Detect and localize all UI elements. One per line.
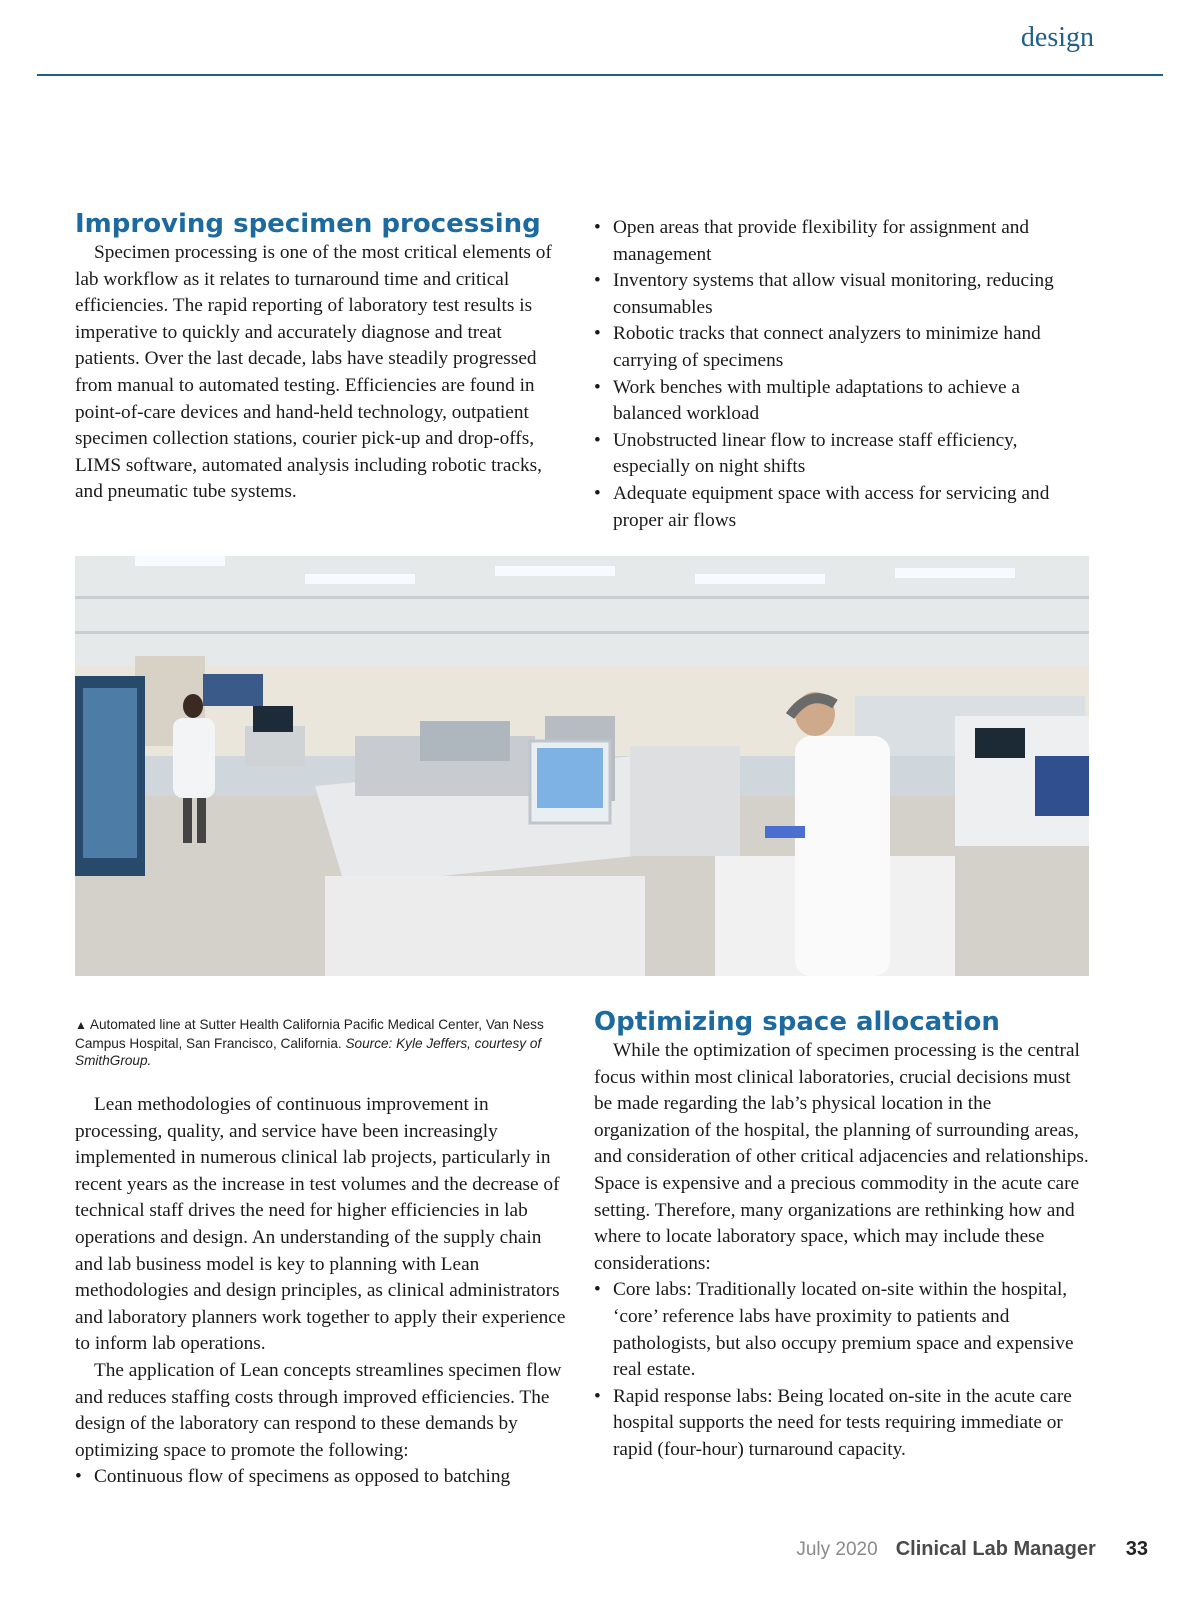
heading-optimizing-space-allocation: Optimizing space allocation <box>594 1007 1000 1037</box>
paragraph-space-allocation: While the optimization of specimen processing is the central focus within most clinical laboratories, crucial decisions must be made regarding the lab’s physical location in the organization of the hospital, the planning of surrounding areas, and consideration of other critical adjacencies and relationships. Space is expensive and a precious commodity in the acute care setting. Therefore, many organizations are rethinking how and where to locate laboratory space, which may include these considerations: <box>594 1040 1089 1274</box>
list-item: • Rapid response labs: Being located on-site in the acute care hospital supports the need for tests requiring immediate or rapid (four-hour) turnaround capacity. <box>594 1384 1090 1464</box>
list-item: • Unobstructed linear flow to increase staff efficiency, especially on night shifts <box>594 428 1090 481</box>
photo-caption <box>75 1016 565 1070</box>
list-item: • Work benches with multiple adaptations to achieve a balanced workload <box>594 375 1090 428</box>
list-item: • Inventory systems that allow visual monitoring, reducing consumables <box>594 268 1090 321</box>
caption-text: Automated line at Sutter Health California Pacific Medical Center, Van Ness Campus Hospital, San Francisco, California. <box>75 1017 544 1051</box>
right-column-top <box>594 215 1090 534</box>
caption-source: Source: Kyle Jeffers, courtesy of SmithGroup. <box>75 1035 542 1069</box>
page-number: 33 <box>1125 1538 1148 1560</box>
lean-promote-list <box>75 1464 571 1491</box>
automated-lab-line-photo <box>75 556 1089 976</box>
header-rule <box>37 74 1163 76</box>
list-item: • Robotic tracks that connect analyzers to minimize hand carrying of specimens <box>594 321 1090 374</box>
lean-benefits-list <box>594 215 1090 534</box>
issue-date: July 2020 <box>796 1539 878 1560</box>
section-label: design <box>1020 22 1094 53</box>
lab-photo-illustration <box>75 556 1089 976</box>
list-item: • Core labs: Traditionally located on-site within the hospital, ‘core’ reference labs have proximity to patients and pathologists, but also occupy premium space and expensive real estate. <box>594 1277 1090 1383</box>
right-column-bottom <box>594 1006 1090 1464</box>
left-column-top <box>75 208 571 506</box>
space-considerations-list <box>594 1277 1090 1463</box>
caret-up-icon: ▲ <box>75 1018 87 1032</box>
left-column-bottom <box>75 1092 571 1491</box>
list-item: • Open areas that provide flexibility for assignment and management <box>594 215 1090 268</box>
paragraph-specimen-processing: Specimen processing is one of the most critical elements of lab workflow as it relates to turnaround time and critical efficiencies. The rapid reporting of laboratory test results is imperative to quickly and accurately diagnose and treat patients. Over the last decade, labs have steadily progressed from manual to automated testing. Efficiencies are found in point-of-care devices and hand-held technology, outpatient specimen collection stations, courier pick-up and drop-offs, LIMS software, automated analysis including robotic tracks, and pneumatic tube systems. <box>75 242 552 503</box>
heading-improving-specimen-processing: Improving specimen processing <box>75 209 541 239</box>
list-item: • Adequate equipment space with access for servicing and proper air flows <box>594 481 1090 534</box>
paragraph-lean-methodologies: Lean methodologies of continuous improvement in processing, quality, and service have been increasingly implemented in numerous clinical lab projects, particularly in recent years as the increase in test volumes and the decrease of technical staff drives the need for higher efficiencies in lab operations and design. An understanding of the supply chain and lab business model is key to planning with Lean methodologies and design principles, as clinical administrators and laboratory planners work together to apply their experience to inform lab operations. <box>75 1094 566 1355</box>
magazine-name: Clinical Lab Manager <box>895 1538 1096 1560</box>
list-item: • Continuous flow of specimens as opposed to batching <box>75 1464 571 1491</box>
paragraph-lean-application: The application of Lean concepts streamlines specimen flow and reduces staffing costs through improved efficiencies. The design of the laboratory can respond to these demands by optimizing space to promote the following: <box>75 1359 562 1461</box>
page-footer <box>796 1538 1148 1568</box>
